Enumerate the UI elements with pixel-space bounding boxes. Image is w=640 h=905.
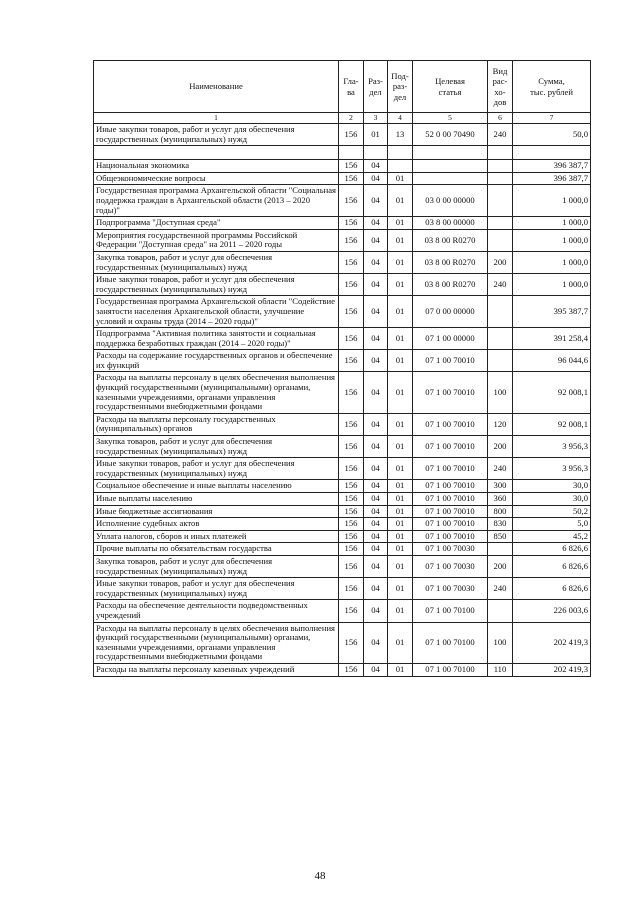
row-podrazdel: [388, 160, 413, 173]
row-expense-type: 200: [488, 555, 513, 577]
header-sum: Сумма, тыс. рублей: [513, 61, 591, 113]
row-glava: 156: [339, 372, 364, 413]
table-row: [94, 518, 591, 531]
table-row: [94, 436, 591, 458]
row-podrazdel: 13: [388, 124, 413, 146]
row-razdel: 04: [364, 372, 388, 413]
row-name: Социальное обеспечение и иные выплаты населению: [94, 480, 339, 493]
table-body: [94, 124, 591, 677]
page-number: 48: [314, 870, 326, 882]
row-razdel: 04: [364, 530, 388, 543]
column-number: 7: [513, 113, 591, 124]
row-target-article: 03 8 00 R0270: [413, 251, 488, 273]
row-sum: 1 000,0: [513, 229, 591, 251]
row-razdel: 04: [364, 229, 388, 251]
row-podrazdel: 01: [388, 436, 413, 458]
row-glava: 156: [339, 217, 364, 230]
row-podrazdel: 01: [388, 328, 413, 350]
row-expense-type: [488, 146, 513, 160]
row-name: Подпрограмма "Доступная среда": [94, 217, 339, 230]
row-name: Мероприятия государственной программы Российской Федерации "Доступная среда" на 2011 – 2020 годы: [94, 229, 339, 251]
column-number: 6: [488, 113, 513, 124]
table-row: [94, 480, 591, 493]
row-razdel: 04: [364, 505, 388, 518]
row-target-article: 07 1 00 70010: [413, 530, 488, 543]
row-expense-type: 830: [488, 518, 513, 531]
row-expense-type: [488, 543, 513, 556]
table-row: [94, 185, 591, 217]
row-name: Общеэкономические вопросы: [94, 172, 339, 185]
row-glava: 156: [339, 555, 364, 577]
column-number: 4: [388, 113, 413, 124]
row-target-article: 07 1 00 70010: [413, 505, 488, 518]
row-name: Расходы на выплаты персоналу в целях обеспечения выполнения функций государственными (муниципальными) органами, казенными учреждениями, органами управления государственными внебюджетными фондами: [94, 622, 339, 663]
row-target-article: [413, 160, 488, 173]
row-name: Закупка товаров, работ и услуг для обеспечения государственных (муниципальных) нужд: [94, 436, 339, 458]
table-row: [94, 251, 591, 273]
row-glava: 156: [339, 251, 364, 273]
row-glava: 156: [339, 505, 364, 518]
row-podrazdel: 01: [388, 543, 413, 556]
row-podrazdel: 01: [388, 185, 413, 217]
row-glava: 156: [339, 518, 364, 531]
row-podrazdel: 01: [388, 172, 413, 185]
row-sum: 30,0: [513, 493, 591, 506]
row-expense-type: 240: [488, 124, 513, 146]
header-glava: Гла- ва: [339, 61, 364, 113]
row-glava: 156: [339, 296, 364, 328]
table-row: [94, 458, 591, 480]
table-row: [94, 124, 591, 146]
row-name: Иные закупки товаров, работ и услуг для обеспечения государственных (муниципальных) нужд: [94, 274, 339, 296]
row-expense-type: [488, 172, 513, 185]
row-name: Прочие выплаты по обязательствам государства: [94, 543, 339, 556]
row-target-article: 07 1 00 70010: [413, 458, 488, 480]
row-name: Уплата налогов, сборов и иных платежей: [94, 530, 339, 543]
row-sum: 1 000,0: [513, 274, 591, 296]
row-expense-type: [488, 600, 513, 622]
row-podrazdel: 01: [388, 555, 413, 577]
row-razdel: 04: [364, 185, 388, 217]
row-target-article: 03 0 00 00000: [413, 185, 488, 217]
row-razdel: 04: [364, 172, 388, 185]
table-row: [94, 296, 591, 328]
row-name: Государственная программа Архангельской области "Социальная поддержка граждан в Архангельской области (2013 – 2020 годы)": [94, 185, 339, 217]
row-glava: 156: [339, 172, 364, 185]
row-glava: 156: [339, 663, 364, 676]
table-row: [94, 622, 591, 663]
row-sum: 92 008,1: [513, 413, 591, 435]
table-row: [94, 530, 591, 543]
row-name: Расходы на выплаты персоналу в целях обеспечения выполнения функций государственными (муниципальными) органами, казенными учреждениями, органами управления государственными внебюджетными фондами: [94, 372, 339, 413]
row-podrazdel: 01: [388, 372, 413, 413]
row-sum: 50,0: [513, 124, 591, 146]
row-glava: 156: [339, 600, 364, 622]
table-row: [94, 578, 591, 600]
row-podrazdel: 01: [388, 229, 413, 251]
row-target-article: 07 1 00 70010: [413, 413, 488, 435]
row-podrazdel: 01: [388, 600, 413, 622]
row-sum: 5,0: [513, 518, 591, 531]
column-number: 5: [413, 113, 488, 124]
row-expense-type: 850: [488, 530, 513, 543]
row-glava: 156: [339, 328, 364, 350]
column-number: 3: [364, 113, 388, 124]
row-razdel: 04: [364, 251, 388, 273]
row-target-article: 52 0 00 70490: [413, 124, 488, 146]
row-target-article: 07 1 00 70030: [413, 543, 488, 556]
row-razdel: 04: [364, 217, 388, 230]
table-row: [94, 217, 591, 230]
table-row: [94, 555, 591, 577]
row-glava: 156: [339, 229, 364, 251]
row-podrazdel: 01: [388, 296, 413, 328]
row-sum: 226 003,6: [513, 600, 591, 622]
row-target-article: 07 1 00 70010: [413, 493, 488, 506]
row-razdel: [364, 146, 388, 160]
table-row: [94, 160, 591, 173]
row-razdel: 01: [364, 124, 388, 146]
row-name: Иные бюджетные ассигнования: [94, 505, 339, 518]
row-expense-type: [488, 350, 513, 372]
table-row: [94, 172, 591, 185]
table-row: [94, 229, 591, 251]
row-razdel: 04: [364, 663, 388, 676]
row-podrazdel: 01: [388, 530, 413, 543]
row-target-article: 07 1 00 70100: [413, 663, 488, 676]
row-razdel: 04: [364, 543, 388, 556]
row-razdel: 04: [364, 555, 388, 577]
row-sum: 3 956,3: [513, 458, 591, 480]
row-razdel: 04: [364, 436, 388, 458]
row-name: Расходы на содержание государственных органов и обеспечение их функций: [94, 350, 339, 372]
row-podrazdel: 01: [388, 350, 413, 372]
header-name: Наименование: [94, 61, 339, 113]
row-target-article: 07 1 00 70100: [413, 600, 488, 622]
row-podrazdel: 01: [388, 217, 413, 230]
row-expense-type: 110: [488, 663, 513, 676]
row-sum: 202 419,3: [513, 622, 591, 663]
header-razdel: Раз- дел: [364, 61, 388, 113]
row-expense-type: 100: [488, 372, 513, 413]
row-razdel: 04: [364, 160, 388, 173]
row-name: Иные закупки товаров, работ и услуг для обеспечения государственных (муниципальных) нужд: [94, 458, 339, 480]
row-expense-type: 800: [488, 505, 513, 518]
row-glava: 156: [339, 543, 364, 556]
row-expense-type: 120: [488, 413, 513, 435]
table-header: [94, 61, 591, 124]
row-sum: 45,2: [513, 530, 591, 543]
row-expense-type: 300: [488, 480, 513, 493]
row-razdel: 04: [364, 578, 388, 600]
column-number-row: [94, 113, 591, 124]
row-name: Иные закупки товаров, работ и услуг для обеспечения государственных (муниципальных) нужд: [94, 124, 339, 146]
row-expense-type: 240: [488, 458, 513, 480]
table-row: [94, 372, 591, 413]
row-sum: 6 826,6: [513, 555, 591, 577]
row-podrazdel: 01: [388, 622, 413, 663]
row-target-article: 07 1 00 70010: [413, 436, 488, 458]
row-target-article: 07 1 00 70010: [413, 350, 488, 372]
row-name: Иные закупки товаров, работ и услуг для обеспечения государственных (муниципальных) нужд: [94, 578, 339, 600]
row-podrazdel: 01: [388, 518, 413, 531]
header-expense-type: Вид рас- хо- дов: [488, 61, 513, 113]
row-podrazdel: [388, 146, 413, 160]
row-podrazdel: 01: [388, 413, 413, 435]
row-razdel: 04: [364, 480, 388, 493]
row-target-article: 03 8 00 R0270: [413, 274, 488, 296]
row-sum: 30,0: [513, 480, 591, 493]
row-target-article: 07 1 00 70030: [413, 555, 488, 577]
row-expense-type: 240: [488, 274, 513, 296]
column-number: 1: [94, 113, 339, 124]
row-expense-type: 360: [488, 493, 513, 506]
column-number: 2: [339, 113, 364, 124]
row-razdel: 04: [364, 493, 388, 506]
row-razdel: 04: [364, 350, 388, 372]
row-name: Иные выплаты населению: [94, 493, 339, 506]
row-sum: 1 000,0: [513, 251, 591, 273]
row-sum: 6 826,6: [513, 543, 591, 556]
row-name: Подпрограмма "Активная политика занятости и социальная поддержка безработных граждан (2014 – 2020 годы)": [94, 328, 339, 350]
row-name: [94, 146, 339, 160]
row-name: Государственная программа Архангельской области "Содействие занятости населения Архангельской области, улучшение условий и охраны труда (2014 – 2020 годы)": [94, 296, 339, 328]
row-razdel: 04: [364, 328, 388, 350]
row-target-article: 03 8 00 R0270: [413, 229, 488, 251]
row-podrazdel: 01: [388, 493, 413, 506]
row-name: Расходы на обеспечение деятельности подведомственных учреждений: [94, 600, 339, 622]
row-target-article: 07 1 00 70010: [413, 518, 488, 531]
blank-row: [94, 146, 591, 160]
row-name: Закупка товаров, работ и услуг для обеспечения государственных (муниципальных) нужд: [94, 555, 339, 577]
row-glava: 156: [339, 124, 364, 146]
row-name: Национальная экономика: [94, 160, 339, 173]
table-row: [94, 413, 591, 435]
row-podrazdel: 01: [388, 458, 413, 480]
row-podrazdel: 01: [388, 663, 413, 676]
row-expense-type: [488, 296, 513, 328]
row-sum: 202 419,3: [513, 663, 591, 676]
row-sum: [513, 146, 591, 160]
row-glava: 156: [339, 458, 364, 480]
row-expense-type: 200: [488, 436, 513, 458]
row-target-article: 07 0 00 00000: [413, 296, 488, 328]
row-podrazdel: 01: [388, 274, 413, 296]
row-sum: 6 826,6: [513, 578, 591, 600]
row-razdel: 04: [364, 518, 388, 531]
row-sum: 396 387,7: [513, 160, 591, 173]
row-glava: 156: [339, 350, 364, 372]
row-glava: 156: [339, 622, 364, 663]
row-expense-type: [488, 229, 513, 251]
table-row: [94, 350, 591, 372]
table-row: [94, 663, 591, 676]
row-expense-type: 200: [488, 251, 513, 273]
row-name: Расходы на выплаты персоналу государственных (муниципальных) органов: [94, 413, 339, 435]
row-sum: 96 044,6: [513, 350, 591, 372]
header-target-article: Целевая статья: [413, 61, 488, 113]
row-razdel: 04: [364, 458, 388, 480]
row-name: Расходы на выплаты персоналу казенных учреждений: [94, 663, 339, 676]
row-expense-type: [488, 328, 513, 350]
row-expense-type: [488, 160, 513, 173]
row-sum: 396 387,7: [513, 172, 591, 185]
row-sum: 1 000,0: [513, 185, 591, 217]
budget-table: [93, 60, 591, 677]
row-razdel: 04: [364, 622, 388, 663]
table-row: [94, 274, 591, 296]
row-expense-type: 240: [488, 578, 513, 600]
row-target-article: 07 1 00 70010: [413, 480, 488, 493]
row-sum: 50,2: [513, 505, 591, 518]
row-sum: 3 956,3: [513, 436, 591, 458]
row-expense-type: [488, 217, 513, 230]
row-name: Исполнение судебных актов: [94, 518, 339, 531]
row-target-article: 07 1 00 00000: [413, 328, 488, 350]
row-target-article: 07 1 00 70010: [413, 372, 488, 413]
row-razdel: 04: [364, 274, 388, 296]
row-podrazdel: 01: [388, 480, 413, 493]
row-glava: [339, 146, 364, 160]
table-row: [94, 328, 591, 350]
row-razdel: 04: [364, 296, 388, 328]
table-row: [94, 505, 591, 518]
row-target-article: 07 1 00 70100: [413, 622, 488, 663]
row-target-article: [413, 146, 488, 160]
row-expense-type: 100: [488, 622, 513, 663]
row-glava: 156: [339, 530, 364, 543]
row-glava: 156: [339, 413, 364, 435]
row-expense-type: [488, 185, 513, 217]
row-sum: 1 000,0: [513, 217, 591, 230]
row-glava: 156: [339, 578, 364, 600]
row-podrazdel: 01: [388, 578, 413, 600]
table-row: [94, 600, 591, 622]
header-podrazdel: Под- раз- дел: [388, 61, 413, 113]
row-name: Закупка товаров, работ и услуг для обеспечения государственных (муниципальных) нужд: [94, 251, 339, 273]
row-podrazdel: 01: [388, 505, 413, 518]
table-row: [94, 493, 591, 506]
row-glava: 156: [339, 493, 364, 506]
row-target-article: [413, 172, 488, 185]
row-podrazdel: 01: [388, 251, 413, 273]
row-sum: 92 008,1: [513, 372, 591, 413]
table-row: [94, 543, 591, 556]
row-glava: 156: [339, 185, 364, 217]
row-glava: 156: [339, 274, 364, 296]
row-razdel: 04: [364, 413, 388, 435]
row-glava: 156: [339, 160, 364, 173]
row-glava: 156: [339, 436, 364, 458]
row-sum: 395 387,7: [513, 296, 591, 328]
row-razdel: 04: [364, 600, 388, 622]
row-target-article: 03 8 00 00000: [413, 217, 488, 230]
row-target-article: 07 1 00 70030: [413, 578, 488, 600]
row-sum: 391 258,4: [513, 328, 591, 350]
row-glava: 156: [339, 480, 364, 493]
